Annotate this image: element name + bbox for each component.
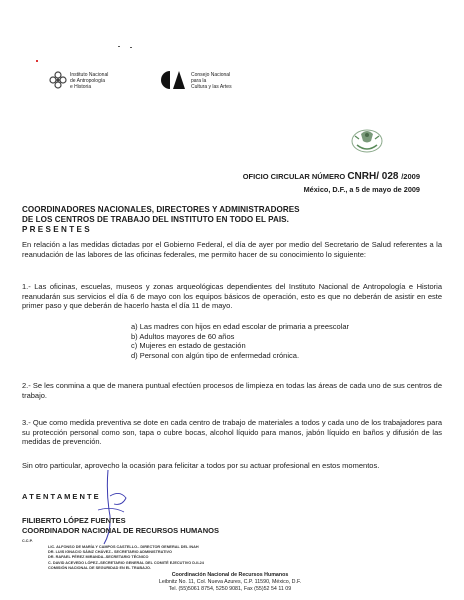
- addressee-line: COORDINADORES NACIONALES, DIRECTORES Y ADMINISTRADORES: [22, 205, 300, 214]
- oficio-prefix: OFICIO CIRCULAR NÚMERO: [242, 172, 348, 181]
- scan-mark: [130, 47, 132, 48]
- point-1-paragraph: 1.- Las oficinas, escuelas, museos y zonas arqueológicas dependientes del Instituto Nacional de Antropología e Historia reanudarán sus servicios el día 6 de mayo con los equipos básicos de operación, esto es que no deberán de asistir en este primer paso y que deberán de hacerlo hasta el día 11 de mayo.: [22, 282, 442, 311]
- intro-paragraph: En relación a las medidas dictadas por el Gobierno Federal, el día de ayer por medio del Secretario de Salud referentes a la reanudación de las labores de las oficinas federales, me permito hacer de su conocimiento lo siguiente:: [22, 240, 442, 259]
- oficio-date: México, D.F., a 5 de mayo de 2009: [303, 185, 420, 194]
- signer-title: COORDINADOR NACIONAL DE RECURSOS HUMANOS: [22, 526, 219, 535]
- inah-logo-line: de Antropología: [70, 78, 106, 84]
- ccp-line: DR. RAFAEL PÉREZ MIRANDA.-SECRETARIO TÉCNICO: [48, 555, 149, 560]
- ccp-line: LIC. ALFONSO DE MARÍA Y CAMPOS CASTELLO.- DIRECTOR GENERAL DEL INAH: [48, 545, 199, 549]
- list-item: a) Las madres con hijos en edad escolar de primaria a preescolar: [131, 322, 350, 331]
- point-3-paragraph: 3.- Que como medida preventiva se dote en cada centro de trabajo de materiales a todos y cada uno de los trabajadores para su protección personal como son, tapa o cubre bocas, alcohol líquido para manos, jabón líquido en baños y difusión de las medidas de prevención.: [22, 418, 442, 447]
- conaculta-logo-line: Consejo Nacional: [191, 72, 231, 78]
- signer-name: FILIBERTO LÓPEZ FUENTES: [22, 516, 126, 525]
- footer: [90, 572, 370, 592]
- list-item: d) Personal con algún tipo de enfermedad crónica.: [131, 350, 300, 360]
- ccp-line: C. DAVID ACEVEDO LÓPEZ.-SECRETARIO GENERAL DEL COMITÉ EJECUTIVO D-II-24: [48, 560, 204, 565]
- oficio-number: [230, 172, 420, 182]
- footer-line: Leibnitz No. 11, Col. Nueva Azures, C.P. 11590, México, D.F.: [158, 578, 302, 585]
- salutation: A T E N T A M E N T E: [22, 492, 99, 501]
- list-item: c) Mujeres en estado de gestación: [131, 341, 246, 351]
- closing-paragraph: Sin otro particular, aprovecho la ocasión para felicitar a todos por su actuar profesional en estos momentos.: [22, 461, 380, 470]
- conaculta-logo: [158, 69, 258, 93]
- inah-logo-line: e Historia: [70, 84, 92, 90]
- inah-logo-line: Instituto Nacional: [70, 72, 109, 78]
- addressee: [22, 205, 442, 235]
- footer-line: Tel. (55)5061 8754, 5250 9081, Fax (55)52 54 11 09: [168, 585, 292, 592]
- conaculta-logo-line: Cultura y las Artes: [191, 84, 232, 90]
- footer-line: Coordinación Nacional de Recursos Humanos: [171, 572, 289, 578]
- scan-mark: [36, 60, 38, 62]
- point-2-paragraph: 2.- Se les conmina a que de manera puntual efectúen procesos de limpieza en todas las áreas de cada uno de sus centros de trabajo.: [22, 381, 442, 400]
- list-item: b) Adultos mayores de 60 años: [131, 331, 235, 341]
- scan-mark: [118, 46, 120, 47]
- conaculta-logo-icon: [158, 70, 186, 90]
- addressee-line: DE LOS CENTROS DE TRABAJO DEL INSTITUTO EN TODO EL PAIS.: [22, 215, 289, 224]
- oficio-code: CNRH/ 028: [347, 171, 402, 182]
- addressee-line: P R E S E N T E S: [22, 225, 90, 234]
- ccp-line: COMISIÓN NACIONAL DE SEGURIDAD EN EL TRABAJO.: [48, 565, 152, 570]
- ccp-line: DR. LUIS IGNACIO SÁINZ CHÁVEZ.- SECRETARIO ADMINISTRATIVO: [48, 550, 172, 555]
- oficio-year: /2009: [401, 172, 420, 181]
- conaculta-logo-line: para la: [191, 78, 207, 84]
- inah-logo: [48, 70, 128, 92]
- mexico-coat-of-arms-icon: [349, 125, 385, 155]
- ccp-list: [48, 545, 308, 571]
- inah-emblem-icon: [48, 70, 68, 90]
- point-1-items: [131, 322, 431, 360]
- ccp-label: C.C.P.: [22, 539, 33, 543]
